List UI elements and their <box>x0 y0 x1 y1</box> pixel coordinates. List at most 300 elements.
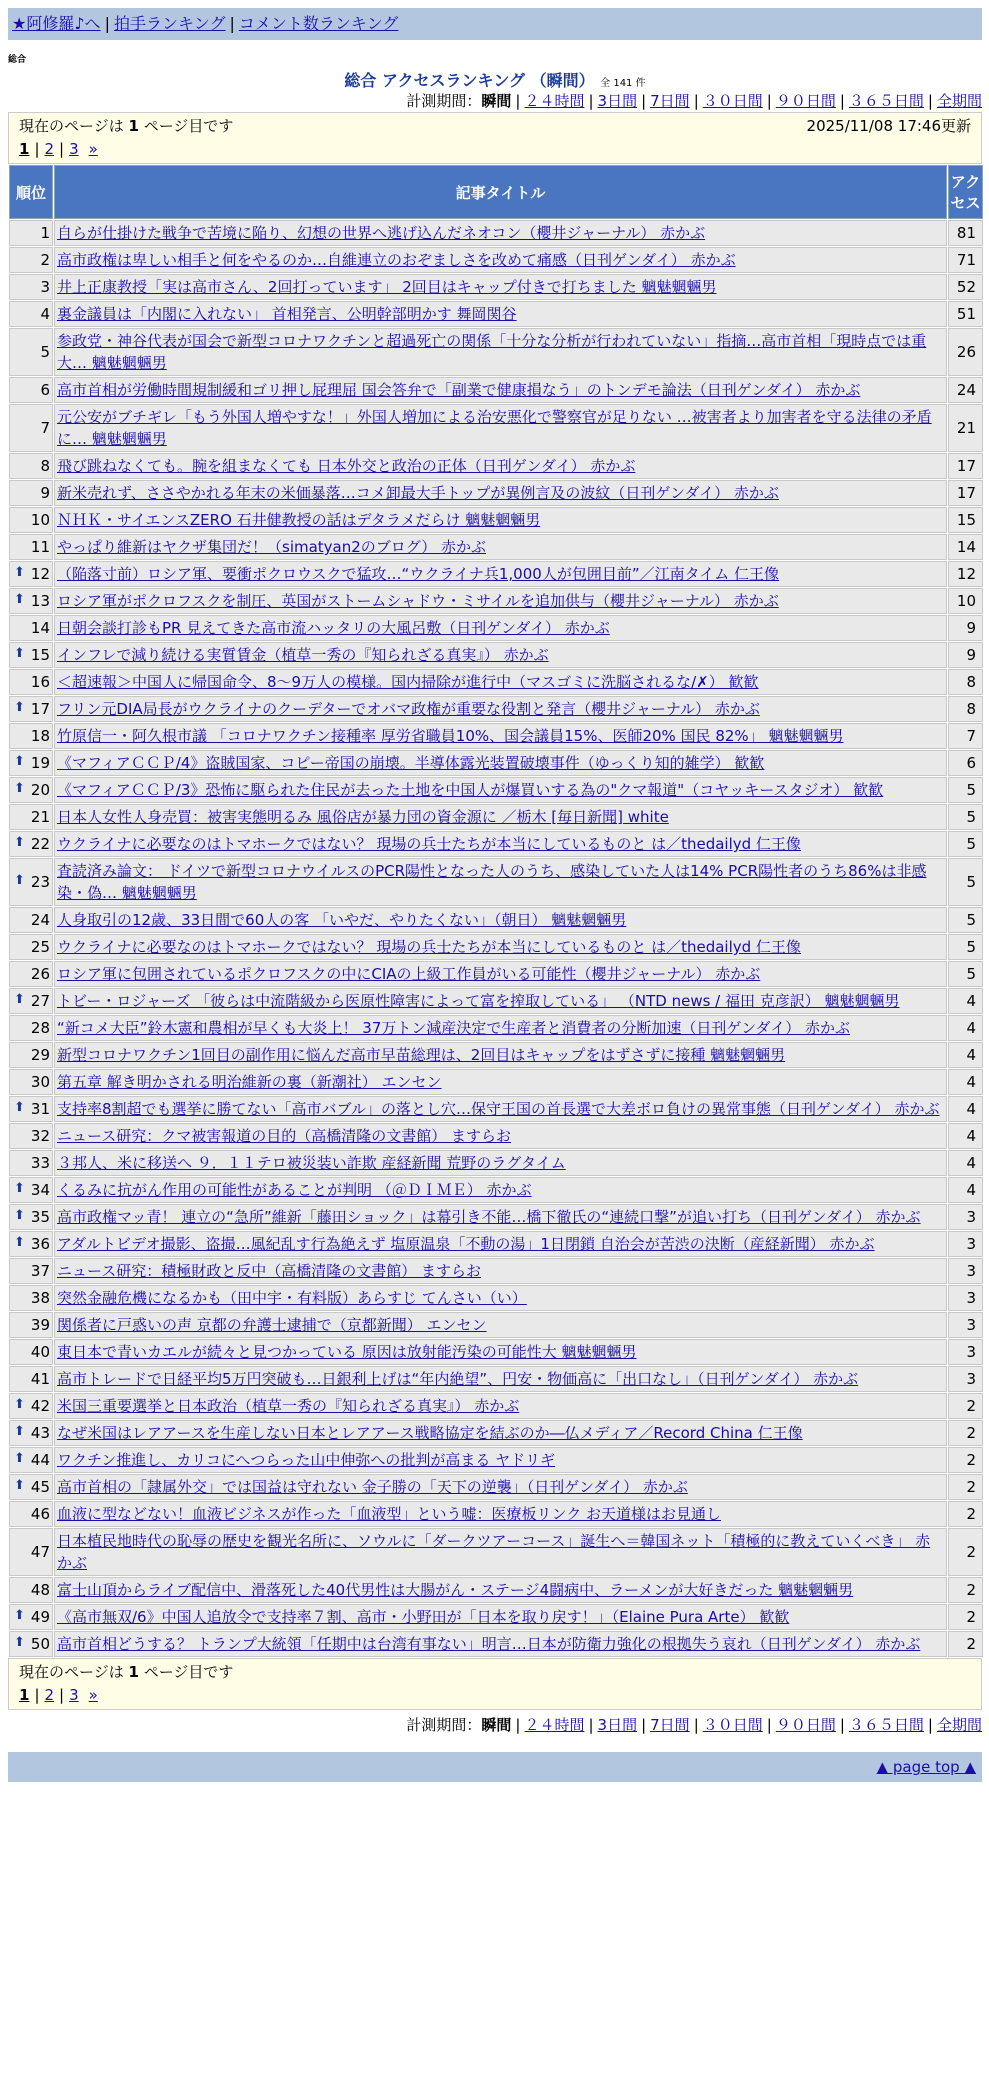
pager-bottom <box>8 1658 982 1710</box>
rank-number: 17 <box>30 700 50 718</box>
period-24h[interactable]: ２４時間 <box>524 1716 585 1734</box>
title-cell <box>54 907 947 933</box>
table-row <box>9 1420 983 1446</box>
rank-up-arrow-icon: ⬆ <box>14 646 25 661</box>
rank-number: 11 <box>30 538 50 556</box>
title-cell <box>54 328 947 376</box>
rank-number: 20 <box>30 781 50 799</box>
page-1-current: 1 <box>19 140 30 158</box>
rank-cell <box>9 1150 53 1176</box>
rank-number: 26 <box>30 965 50 983</box>
period-instant: 瞬間 <box>481 92 512 110</box>
table-row <box>9 480 983 506</box>
nav-asyura-home[interactable]: ★阿修羅♪へ <box>12 14 101 33</box>
page-top-link[interactable]: ▲ page top ▲ <box>876 1758 976 1776</box>
title-cell <box>54 1042 947 1068</box>
access-count: 8 <box>948 696 983 722</box>
rank-up-arrow-icon: ⬆ <box>14 1424 25 1439</box>
rank-up-arrow-icon: ⬆ <box>14 873 25 888</box>
rank-cell <box>9 377 53 403</box>
period-7d[interactable]: 7日間 <box>650 92 690 110</box>
access-count: 9 <box>948 642 983 668</box>
period-90d[interactable]: ９０日間 <box>775 92 836 110</box>
access-count: 4 <box>948 1150 983 1176</box>
rank-up-arrow-icon: ⬆ <box>14 700 25 715</box>
title-cell <box>54 1096 947 1122</box>
article-title-link[interactable]: 参政党・神谷代表が国会で新型コロナワクチンと超過死亡の関係「十分な分析が行われていない」指摘…高市首相「現時点では重大… 魑魅魍魎男 <box>57 332 927 372</box>
access-count: 3 <box>948 1366 983 1392</box>
access-count: 81 <box>948 220 983 246</box>
title-cell <box>54 1528 947 1576</box>
title-cell <box>54 453 947 479</box>
period-3d[interactable]: 3日間 <box>597 92 638 110</box>
header-access: アクセス <box>948 165 983 219</box>
title-cell <box>54 588 947 614</box>
article-title-link[interactable]: ロシア軍がポクロフスクを制圧、英国がストームシャドウ・ミサイルを追加供与（櫻井ジャーナル） 赤かぶ <box>57 592 779 610</box>
title-cell <box>54 988 947 1014</box>
rank-cell <box>9 1339 53 1365</box>
rank-up-arrow-icon: ⬆ <box>14 1451 25 1466</box>
nav-separator: | <box>104 14 110 33</box>
article-title-link[interactable]: 日本植民地時代の恥辱の歴史を観光名所に、ソウルに「ダークツアーコース」誕生へ＝韓国ネット「積極的に教えていくべき」 赤かぶ <box>57 1532 931 1572</box>
rank-cell <box>9 1366 53 1392</box>
access-count: 2 <box>948 1447 983 1473</box>
table-row <box>9 831 983 857</box>
table-row <box>9 507 983 533</box>
article-title-link[interactable]: 米国三重要選挙と日本政治（植草一秀の『知られざる真実』） 赤かぶ <box>57 1397 520 1415</box>
table-row <box>9 1204 983 1230</box>
access-count: 5 <box>948 804 983 830</box>
article-title-link[interactable]: トビー・ロジャーズ 「彼らは中流階級から医原性障害によって富を搾取している」 （NTD news / 福田 克彦訳） 魑魅魍魎男 <box>57 992 900 1010</box>
table-row <box>9 1258 983 1284</box>
period-label: 計測期間： <box>406 1716 482 1734</box>
title-cell <box>54 1312 947 1338</box>
table-row <box>9 723 983 749</box>
access-count: 3 <box>948 1258 983 1284</box>
rank-number: 2 <box>40 251 50 269</box>
rank-cell <box>9 1577 53 1603</box>
access-count: 12 <box>948 561 983 587</box>
table-row <box>9 1393 983 1419</box>
table-row <box>9 961 983 987</box>
rank-cell <box>9 988 53 1014</box>
rank-cell <box>9 1312 53 1338</box>
article-title-link[interactable]: 血液に型などない！血液ビジネスが作った「血液型」という嘘：医療板リンク お天道様はお見通し <box>57 1505 722 1523</box>
nav-comment-ranking[interactable]: コメント数ランキング <box>238 14 399 33</box>
page-2-link[interactable]: 2 <box>44 1686 55 1704</box>
access-count: 2 <box>948 1631 983 1657</box>
access-count: 2 <box>948 1501 983 1527</box>
nav-clap-ranking[interactable]: 拍手ランキング <box>113 14 226 33</box>
ranking-title: 総合 アクセスランキング （瞬間） <box>344 71 595 90</box>
article-title-link[interactable]: ウクライナに必要なのはトマホークではない？ 現場の兵士たちが本当にしているものと は／thedailyd 仁王像 <box>57 835 801 853</box>
period-all[interactable]: 全期間 <box>936 92 982 110</box>
article-title-link[interactable]: 高市政権マッ青！ 連立の“急所”維新「藤田ショック」は幕引き不能…橋下徹氏の“連続口撃”が追い打ち（日刊ゲンダイ） 赤かぶ <box>57 1208 921 1226</box>
article-title-link[interactable]: フリン元DIA局長がウクライナのクーデターでオバマ政権が重要な役割と発言（櫻井ジャーナル） 赤かぶ <box>57 700 760 718</box>
article-title-link[interactable]: ＮＨＫ・サイエンスZERO 石井健教授の話はデタラメだらけ 魑魅魍魎男 <box>57 511 541 529</box>
title-cell <box>54 1339 947 1365</box>
rank-number: 19 <box>30 754 50 772</box>
table-row <box>9 615 983 641</box>
article-title-link[interactable]: 東日本で青いカエルが続々と見つかっている 原因は放射能汚染の可能性大 魑魅魍魎男 <box>57 1343 637 1361</box>
table-row <box>9 328 983 376</box>
article-title-link[interactable]: 高市首相が労働時間規制緩和ゴリ押し屁理屈 国会答弁で「副業で健康損なう」のトンデモ論法（日刊ゲンダイ） 赤かぶ <box>57 381 861 399</box>
title-cell <box>54 723 947 749</box>
article-title-link[interactable]: 日朝会談打診もPR 見えてきた高市流ハッタリの大風呂敷（日刊ゲンダイ） 赤かぶ <box>57 619 610 637</box>
rank-number: 36 <box>30 1235 50 1253</box>
title-cell <box>54 1150 947 1176</box>
title-cell <box>54 1501 947 1527</box>
article-title-link[interactable]: ニュース研究：クマ被害報道の目的（高橋清隆の文書館） ますらお <box>57 1127 512 1145</box>
rank-number: 10 <box>30 511 50 529</box>
page-1-current: 1 <box>19 1686 30 1704</box>
title-cell <box>54 615 947 641</box>
article-title-link[interactable]: ロシア軍に包囲されているポクロフスクの中にCIAの上級工作員がいる可能性（櫻井ジャーナル） 赤かぶ <box>57 965 761 983</box>
article-title-link[interactable]: なぜ米国はレアアースを生産しない日本とレアアース戦略協定を結ぶのか―仏メディア／Record China 仁王像 <box>57 1424 803 1442</box>
article-title-link[interactable]: ウクライナに必要なのはトマホークではない？ 現場の兵士たちが本当にしているものと は／thedailyd 仁王像 <box>57 938 801 956</box>
rank-number: 35 <box>30 1208 50 1226</box>
rank-cell <box>9 1501 53 1527</box>
table-row <box>9 669 983 695</box>
ranking-table <box>8 164 984 1658</box>
title-cell <box>54 1577 947 1603</box>
article-title-link[interactable]: ニュース研究：積極財政と反中（高橋清隆の文書館） ますらお <box>57 1262 482 1280</box>
period-selector-bottom: 計測期間：瞬間 | ２４時間 | 3日間 | 7日間 | ３０日間 | ９０日間 | ３６５日間 | 全期間 <box>406 1716 982 1734</box>
article-title-link[interactable]: 支持率8割超でも選挙に勝てない「高市バブル」の落とし穴…保守王国の首長選で大差ボロ負けの異常事態（日刊ゲンダイ） 赤かぶ <box>57 1100 940 1118</box>
table-row <box>9 858 983 906</box>
title-cell <box>54 934 947 960</box>
article-title-link[interactable]: 第五章 解き明かされる明治維新の裏（新潮社） エンセン <box>57 1073 442 1091</box>
access-count: 17 <box>948 453 983 479</box>
rank-cell <box>9 1069 53 1095</box>
category-label: 総合 <box>8 55 27 65</box>
access-count: 6 <box>948 750 983 776</box>
access-count: 2 <box>948 1528 983 1576</box>
rank-number: 22 <box>30 835 50 853</box>
access-count: 2 <box>948 1393 983 1419</box>
page-2-link[interactable]: 2 <box>44 140 55 158</box>
access-count: 4 <box>948 1123 983 1149</box>
rank-cell <box>9 669 53 695</box>
period-label: 計測期間： <box>406 92 482 110</box>
rank-cell <box>9 1123 53 1149</box>
rank-cell <box>9 534 53 560</box>
title-cell <box>54 642 947 668</box>
rank-cell <box>9 1285 53 1311</box>
rank-number: 13 <box>30 592 50 610</box>
access-count: 5 <box>948 858 983 906</box>
period-30d[interactable]: ３０日間 <box>702 92 763 110</box>
table-row <box>9 1366 983 1392</box>
title-cell <box>54 1604 947 1630</box>
nav-separator: | <box>229 14 235 33</box>
rank-number: 18 <box>30 727 50 745</box>
access-count: 14 <box>948 534 983 560</box>
rank-cell <box>9 453 53 479</box>
title-cell <box>54 1393 947 1419</box>
rank-number: 28 <box>30 1019 50 1037</box>
access-count: 2 <box>948 1420 983 1446</box>
title-cell <box>54 480 947 506</box>
access-count: 5 <box>948 961 983 987</box>
title-cell <box>54 220 947 246</box>
rank-cell <box>9 723 53 749</box>
table-row <box>9 907 983 933</box>
article-title-link[interactable]: 《高市無双/6》中国人追放令で支持率７割、高市・小野田が「日本を取り戻す！」（Elaine Pura Arte） 歓歓 <box>57 1608 790 1626</box>
title-cell <box>54 1069 947 1095</box>
table-row <box>9 642 983 668</box>
table-row <box>9 777 983 803</box>
period-3d[interactable]: 3日間 <box>597 1716 638 1734</box>
title-cell <box>54 1285 947 1311</box>
table-row <box>9 1474 983 1500</box>
table-row <box>9 1015 983 1041</box>
title-cell <box>54 831 947 857</box>
title-cell <box>54 1204 947 1230</box>
article-title-link[interactable]: 《マフィアＣＣＰ/4》盗賊国家、コピー帝国の崩壊。半導体露光装置破壊事件（ゆっくり知的雑学） 歓歓 <box>57 754 765 772</box>
period-30d[interactable]: ３０日間 <box>702 1716 763 1734</box>
next-page-link[interactable]: » <box>88 140 98 158</box>
article-title-link[interactable]: 《マフィアＣＣＰ/3》恐怖に駆られた住民が去った土地を中国人が爆買いする為の"クマ報道"（コヤッキースタジオ） 歓歓 <box>57 781 884 799</box>
rank-number: 33 <box>30 1154 50 1172</box>
access-count: 4 <box>948 1069 983 1095</box>
access-count: 5 <box>948 907 983 933</box>
title-cell <box>54 274 947 300</box>
article-title-link[interactable]: 高市首相の「隷属外交」では国益は守れない 金子勝の「天下の逆襲」（日刊ゲンダイ） 赤かぶ <box>57 1478 688 1496</box>
article-title-link[interactable]: “新コメ大臣”鈴木憲和農相が早くも大炎上！ 37万トン減産決定で生産者と消費者の分断加速（日刊ゲンダイ） 赤かぶ <box>57 1019 850 1037</box>
rank-cell <box>9 1528 53 1576</box>
access-count: 4 <box>948 1042 983 1068</box>
table-row <box>9 301 983 327</box>
article-title-link[interactable]: 元公安がブチギレ「もう外国人増やすな！」外国人増加による治安悪化で警察官が足りない …被害者より加害者を守る法律の矛盾に… 魑魅魍魎男 <box>57 408 932 448</box>
rank-cell <box>9 1258 53 1284</box>
table-row <box>9 1447 983 1473</box>
title-cell <box>54 404 947 452</box>
rank-up-arrow-icon: ⬆ <box>14 781 25 796</box>
period-7d[interactable]: 7日間 <box>650 1716 690 1734</box>
article-title-link[interactable]: やっぱり維新はヤクザ集団だ！（simatyan2のブログ） 赤かぶ <box>57 538 487 556</box>
page-3-link[interactable]: 3 <box>69 140 79 158</box>
access-count: 26 <box>948 328 983 376</box>
rank-number: 41 <box>30 1370 50 1388</box>
article-title-link[interactable]: 富士山頂からライブ配信中、滑落死した40代男性は大腸がん・ステージ4闘病中、ラーメンが大好きだった 魑魅魍魎男 <box>57 1581 854 1599</box>
rank-cell <box>9 1631 53 1657</box>
article-title-link[interactable]: 飛び跳ねなくても。腕を組まなくても 日本外交と政治の正体（日刊ゲンダイ） 赤かぶ <box>57 457 636 475</box>
table-row <box>9 1177 983 1203</box>
title-cell <box>54 561 947 587</box>
rank-number: 8 <box>40 457 50 475</box>
article-title-link[interactable]: 高市政権は卑しい相手と何をやるのか…自維連立のおぞましさを改めて痛感（日刊ゲンダイ） 赤かぶ <box>57 251 736 269</box>
rank-number: 24 <box>30 911 50 929</box>
article-title-link[interactable]: 日本人女性人身売買：被害実態明るみ 風俗店が暴力団の資金源に ／栃木 [毎日新聞] white <box>57 808 669 826</box>
rank-cell <box>9 220 53 246</box>
rank-number: 25 <box>30 938 50 956</box>
rank-up-arrow-icon: ⬆ <box>14 992 25 1007</box>
article-title-link[interactable]: 竹原信一・阿久根市議 「コロナワクチン接種率 厚労省職員10%、国会議員15%、医師20% 国民 82%」 魑魅魍魎男 <box>57 727 844 745</box>
article-title-link[interactable]: 人身取引の12歳、33日間で60人の客 「いやだ、やりたくない」（朝日） 魑魅魍魎男 <box>57 911 627 929</box>
period-365d[interactable]: ３６５日間 <box>848 1716 924 1734</box>
rank-cell <box>9 1420 53 1446</box>
access-count: 3 <box>948 1339 983 1365</box>
table-row <box>9 377 983 403</box>
table-row <box>9 247 983 273</box>
rank-number: 14 <box>30 619 50 637</box>
table-row <box>9 1501 983 1527</box>
rank-number: 1 <box>40 224 50 242</box>
table-row <box>9 1150 983 1176</box>
article-title-link[interactable]: 自らが仕掛けた戦争で苦境に陥り、幻想の世界へ逃げ込んだネオコン（櫻井ジャーナル） 赤かぶ <box>57 224 706 242</box>
access-count: 15 <box>948 507 983 533</box>
rank-cell <box>9 777 53 803</box>
title-cell <box>54 534 947 560</box>
title-cell <box>54 1447 947 1473</box>
table-row <box>9 453 983 479</box>
rank-number: 15 <box>30 646 50 664</box>
rank-number: 38 <box>30 1289 50 1307</box>
rank-cell <box>9 1096 53 1122</box>
rank-cell <box>9 858 53 906</box>
rank-number: 4 <box>40 305 50 323</box>
article-title-link[interactable]: 関係者に戸惑いの声 京都の弁護士逮捕で（京都新聞） エンセン <box>57 1316 487 1334</box>
rank-cell <box>9 961 53 987</box>
rank-up-arrow-icon: ⬆ <box>14 1478 25 1493</box>
rank-up-arrow-icon: ⬆ <box>14 1397 25 1412</box>
rank-number: 45 <box>30 1478 50 1496</box>
rank-number: 32 <box>30 1127 50 1145</box>
title-cell <box>54 301 947 327</box>
rank-number: 37 <box>30 1262 50 1280</box>
article-title-link[interactable]: 査読済み論文： ドイツで新型コロナウイルスのPCR陽性となった人のうち、感染していた人は14% PCR陽性者のうち86%は非感染・偽… 魑魅魍魎男 <box>57 862 927 902</box>
page-3-link[interactable]: 3 <box>69 1686 79 1704</box>
title-cell <box>54 804 947 830</box>
rank-number: 49 <box>30 1608 50 1626</box>
rank-number: 23 <box>30 873 50 891</box>
access-count: 3 <box>948 1312 983 1338</box>
next-page-link[interactable]: » <box>88 1686 98 1704</box>
title-cell <box>54 1123 947 1149</box>
rank-cell <box>9 934 53 960</box>
period-365d[interactable]: ３６５日間 <box>848 92 924 110</box>
title-cell <box>54 1231 947 1257</box>
title-cell <box>54 1366 947 1392</box>
table-row <box>9 1042 983 1068</box>
title-cell <box>54 1631 947 1657</box>
article-title-link[interactable]: アダルトビデオ撮影、盗撮…風紀乱す行為絶えず 塩原温泉「不動の湯」1日閉鎖 自治会が苦渋の決断（産経新聞） 赤かぶ <box>57 1235 875 1253</box>
rank-up-arrow-icon: ⬆ <box>14 1100 25 1115</box>
rank-up-arrow-icon: ⬆ <box>14 835 25 850</box>
table-row <box>9 1604 983 1630</box>
access-count: 4 <box>948 988 983 1014</box>
rank-up-arrow-icon: ⬆ <box>14 565 25 580</box>
rank-number: 47 <box>30 1543 50 1561</box>
article-title-link[interactable]: 裏金議員は「内閣に入れない」 首相発言、公明幹部明かす 舞岡関谷 <box>57 305 517 323</box>
rank-cell <box>9 404 53 452</box>
rank-number: 30 <box>30 1073 50 1091</box>
access-count: 5 <box>948 934 983 960</box>
table-row <box>9 1339 983 1365</box>
access-count: 4 <box>948 1177 983 1203</box>
table-row <box>9 404 983 452</box>
access-count: 2 <box>948 1577 983 1603</box>
rank-cell <box>9 1204 53 1230</box>
title-cell <box>54 750 947 776</box>
rank-cell <box>9 1447 53 1473</box>
rank-up-arrow-icon: ⬆ <box>14 1235 25 1250</box>
rank-cell <box>9 1015 53 1041</box>
article-title-link[interactable]: くるみに抗がん作用の可能性があることが判明 （＠ＤＩＭＥ） 赤かぶ <box>57 1181 532 1199</box>
table-row <box>9 1312 983 1338</box>
top-nav <box>8 8 982 40</box>
table-row <box>9 1528 983 1576</box>
rank-cell <box>9 750 53 776</box>
access-count: 7 <box>948 723 983 749</box>
rank-cell <box>9 1604 53 1630</box>
table-row <box>9 1069 983 1095</box>
title-cell <box>54 1015 947 1041</box>
table-row <box>9 934 983 960</box>
article-title-link[interactable]: 高市トレードで日経平均5万円突破も…日銀利上げは“年内絶望”、円安・物価高に「出口なし」（日刊ゲンダイ） 赤かぶ <box>57 1370 859 1388</box>
rank-up-arrow-icon: ⬆ <box>14 1635 25 1650</box>
access-count: 52 <box>948 274 983 300</box>
access-count: 4 <box>948 1096 983 1122</box>
rank-cell <box>9 831 53 857</box>
rank-number: 7 <box>40 419 50 437</box>
article-title-link[interactable]: ワクチン推進し、カリコにへつらった山中伸弥への批判が高まる ヤドリギ <box>57 1451 556 1469</box>
period-90d[interactable]: ９０日間 <box>775 1716 836 1734</box>
page-links: 1 | 2 | 3 » <box>19 140 98 158</box>
rank-number: 12 <box>30 565 50 583</box>
article-title-link[interactable]: ３邦人、米に移送へ ９．１１テロ被災装い詐欺 産経新聞 荒野のラグタイム <box>57 1154 566 1172</box>
rank-up-arrow-icon: ⬆ <box>14 754 25 769</box>
period-24h[interactable]: ２４時間 <box>524 92 585 110</box>
rank-up-arrow-icon: ⬆ <box>14 1181 25 1196</box>
title-cell <box>54 961 947 987</box>
period-all[interactable]: 全期間 <box>936 1716 982 1734</box>
article-title-link[interactable]: 高市首相どうする？ トランプ大統領「任期中は台湾有事ない」明言…日本が防衛力強化の根拠失う哀れ（日刊ゲンダイ） 赤かぶ <box>57 1635 921 1653</box>
table-row <box>9 588 983 614</box>
article-title-link[interactable]: 新型コロナワクチン1回目の副作用に悩んだ高市早苗総理は、2回目はキャップをはずさずに接種 魑魅魍魎男 <box>57 1046 786 1064</box>
table-row <box>9 1096 983 1122</box>
access-count: 4 <box>948 1015 983 1041</box>
table-row <box>9 988 983 1014</box>
rank-up-arrow-icon: ⬆ <box>14 1208 25 1223</box>
page-wrapper <box>8 8 982 1782</box>
article-title-link[interactable]: 新米売れず、ささやかれる年末の米価暴落…コメ卸最大手トップが異例言及の波紋（日刊ゲンダイ） 赤かぶ <box>57 484 779 502</box>
rank-number: 16 <box>30 673 50 691</box>
article-title-link[interactable]: 井上正康教授「実は高市さん、2回打っています」 2回目はキャップ付きで打ちました 魑魅魍魎男 <box>57 278 717 296</box>
rank-number: 42 <box>30 1397 50 1415</box>
access-count: 5 <box>948 831 983 857</box>
rank-up-arrow-icon: ⬆ <box>14 592 25 607</box>
article-title-link[interactable]: ＜超速報＞中国人に帰国命令、8～9万人の模様。国内掃除が進行中（マスゴミに洗脳されるな/✗） 歓歓 <box>57 673 759 691</box>
title-cell <box>54 377 947 403</box>
rank-cell <box>9 480 53 506</box>
rank-cell <box>9 804 53 830</box>
rank-cell <box>9 696 53 722</box>
period-instant: 瞬間 <box>481 1716 512 1734</box>
rank-cell <box>9 507 53 533</box>
access-count: 21 <box>948 404 983 452</box>
rank-number: 9 <box>40 484 50 502</box>
rank-up-arrow-icon: ⬆ <box>14 1608 25 1623</box>
access-count: 10 <box>948 588 983 614</box>
access-count: 3 <box>948 1204 983 1230</box>
article-title-link[interactable]: （陥落寸前）ロシア軍、要衝ポクロウスクで猛攻…“ウクライナ兵1,000人が包囲目前”／江南タイム 仁王像 <box>57 565 780 583</box>
article-title-link[interactable]: 突然金融危機になるかも（田中宇・有料版）あらすじ てんさい（い） <box>57 1289 527 1307</box>
rank-number: 43 <box>30 1424 50 1442</box>
article-title-link[interactable]: インフレで減り続ける実質賃金（植草一秀の『知られざる真実』） 赤かぶ <box>57 646 549 664</box>
rank-number: 27 <box>30 992 50 1010</box>
